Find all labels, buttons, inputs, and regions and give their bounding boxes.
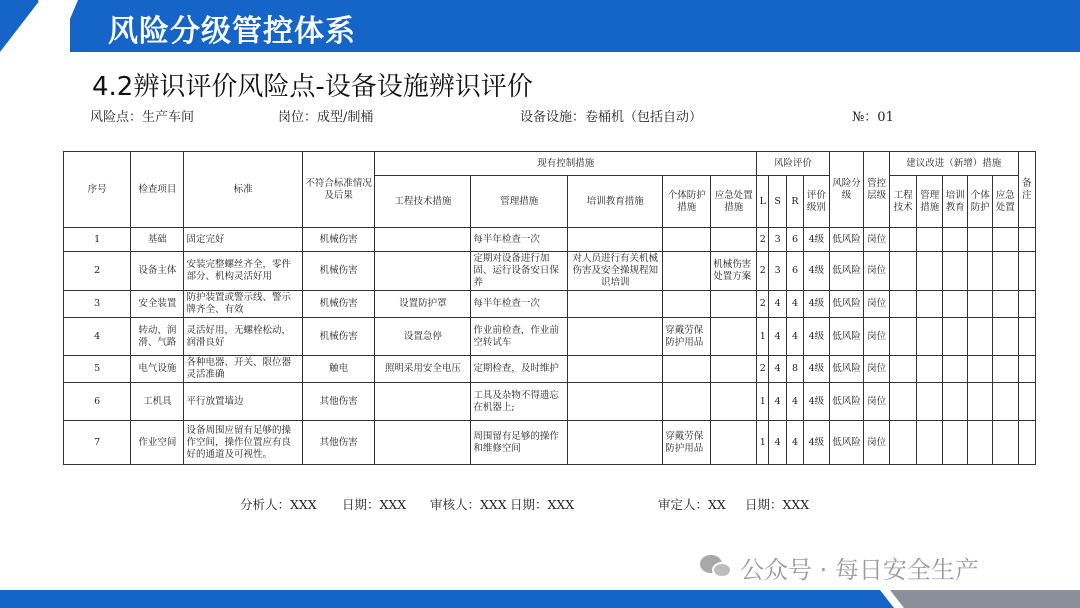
row-empty-cell — [917, 318, 943, 356]
row-emergency — [711, 383, 757, 421]
row-S: 4 — [769, 356, 786, 383]
row-level: 4级 — [804, 383, 830, 421]
row-mgmt: 定期检查，及时维护 — [471, 356, 568, 383]
row-level: 4级 — [804, 421, 830, 465]
row-control: 岗位 — [864, 356, 890, 383]
header-existing-measures: 现有控制措施 — [375, 152, 757, 176]
row-empty-cell — [917, 383, 943, 421]
row-empty-cell — [1018, 252, 1035, 291]
row-control: 岗位 — [864, 421, 890, 465]
row-R: 4 — [786, 291, 803, 318]
header-eval-level: 评价级别 — [804, 176, 830, 228]
row-empty-cell — [917, 252, 943, 291]
row-empty-cell — [889, 318, 917, 356]
footer-gray-slant — [890, 590, 904, 608]
row-item: 基础 — [131, 228, 184, 252]
row-grade: 低风险 — [829, 356, 864, 383]
header-s-eng: 工程技术 — [889, 176, 917, 228]
row-training — [568, 421, 663, 465]
meta-equipment: 设备设施：卷桶机（包括自动） — [520, 110, 703, 125]
row-empty-cell — [889, 421, 917, 465]
row-eng: 设置急停 — [375, 318, 471, 356]
row-empty-cell — [889, 252, 917, 291]
row-control: 岗位 — [864, 383, 890, 421]
row-standard: 各种电器、开关、限位器灵活准确 — [184, 356, 302, 383]
row-nonconform: 机械伤害 — [302, 291, 374, 318]
row-standard: 固定完好 — [184, 228, 302, 252]
header-stripe — [0, 0, 40, 52]
row-standard: 平行放置墙边 — [184, 383, 302, 421]
row-empty-cell — [992, 291, 1018, 318]
row-grade: 低风险 — [829, 252, 864, 291]
row-emergency — [711, 356, 757, 383]
row-control: 岗位 — [864, 228, 890, 252]
row-empty-cell — [942, 421, 968, 465]
row-emergency — [711, 228, 757, 252]
watermark — [700, 552, 979, 582]
row-empty-cell — [917, 291, 943, 318]
row-empty-cell — [1018, 421, 1035, 465]
row-R: 4 — [786, 318, 803, 356]
row-S: 3 — [769, 252, 786, 291]
meta-number: №：01 — [852, 110, 894, 125]
sign-date-2: 日期：XXX — [510, 497, 575, 512]
header-risk-eval: 风险评价 — [757, 152, 829, 176]
header-s-ppe: 个体防护 — [968, 176, 993, 228]
row-L: 2 — [757, 356, 769, 383]
table-row — [64, 421, 1036, 465]
row-empty-cell — [942, 318, 968, 356]
header-S: S — [769, 176, 786, 228]
row-item: 转动、润滑、气路 — [131, 318, 184, 356]
sign-date-1: 日期：XXX — [342, 497, 407, 512]
row-training — [568, 228, 663, 252]
row-mgmt: 作业前检查，作业前空转试车 — [471, 318, 568, 356]
row-L: 2 — [757, 252, 769, 291]
row-empty-cell — [992, 421, 1018, 465]
table-row — [64, 228, 1036, 252]
row-empty-cell — [968, 421, 993, 465]
header-item: 检查项目 — [131, 152, 184, 228]
row-empty-cell — [992, 318, 1018, 356]
row-level: 4级 — [804, 356, 830, 383]
table-header-row-1 — [64, 152, 1036, 176]
row-mgmt: 每半年检查一次 — [471, 228, 568, 252]
row-empty-cell — [889, 356, 917, 383]
row-nonconform: 触电 — [302, 356, 374, 383]
row-S: 4 — [769, 291, 786, 318]
sign-reviewer: 审核人：XXX — [430, 497, 507, 512]
header-remark: 备注 — [1018, 152, 1035, 228]
header-s-train: 培训教育 — [942, 176, 968, 228]
header-standard: 标准 — [184, 152, 302, 228]
row-empty-cell — [992, 252, 1018, 291]
row-training — [568, 291, 663, 318]
header-ppe: 个体防护措施 — [663, 176, 711, 228]
risk-assessment-table — [63, 151, 1036, 465]
header-R: R — [786, 176, 803, 228]
row-S: 4 — [769, 383, 786, 421]
header-band — [0, 0, 1080, 52]
row-S: 4 — [769, 421, 786, 465]
row-seq: 2 — [64, 252, 131, 291]
row-R: 6 — [786, 228, 803, 252]
row-L: 1 — [757, 383, 769, 421]
sign-date-3: 日期：XXX — [745, 497, 810, 512]
row-empty-cell — [1018, 228, 1035, 252]
row-L: 1 — [757, 318, 769, 356]
header-L: L — [757, 176, 769, 228]
row-nonconform: 其他伤害 — [302, 383, 374, 421]
row-nonconform: 其他伤害 — [302, 421, 374, 465]
row-grade: 低风险 — [829, 291, 864, 318]
meta-position: 岗位：成型/制桶 — [278, 110, 374, 125]
row-R: 8 — [786, 356, 803, 383]
row-seq: 3 — [64, 291, 131, 318]
row-seq: 5 — [64, 356, 131, 383]
row-nonconform: 机械伤害 — [302, 228, 374, 252]
row-seq: 4 — [64, 318, 131, 356]
row-empty-cell — [1018, 318, 1035, 356]
row-empty-cell — [968, 318, 993, 356]
row-eng — [375, 383, 471, 421]
row-grade: 低风险 — [829, 421, 864, 465]
row-grade: 低风险 — [829, 383, 864, 421]
row-L: 1 — [757, 421, 769, 465]
row-mgmt: 工具及杂物不得遗忘在机器上; — [471, 383, 568, 421]
header-control-level: 管控层级 — [864, 152, 890, 228]
row-empty-cell — [968, 383, 993, 421]
row-emergency — [711, 421, 757, 465]
row-ppe — [663, 356, 711, 383]
row-ppe — [663, 383, 711, 421]
row-L: 2 — [757, 291, 769, 318]
row-seq: 7 — [64, 421, 131, 465]
row-L: 2 — [757, 228, 769, 252]
row-item: 设备主体 — [131, 252, 184, 291]
row-eng — [375, 228, 471, 252]
row-empty-cell — [917, 228, 943, 252]
row-empty-cell — [992, 383, 1018, 421]
header-eng: 工程技术措施 — [375, 176, 471, 228]
row-empty-cell — [942, 252, 968, 291]
row-S: 4 — [769, 318, 786, 356]
row-training — [568, 356, 663, 383]
table-row — [64, 356, 1036, 383]
row-empty-cell — [1018, 383, 1035, 421]
row-item: 作业空间 — [131, 421, 184, 465]
footer-band — [0, 590, 1080, 608]
row-ppe — [663, 252, 711, 291]
row-item: 电气设施 — [131, 356, 184, 383]
row-R: 4 — [786, 383, 803, 421]
row-grade: 低风险 — [829, 228, 864, 252]
row-level: 4级 — [804, 228, 830, 252]
row-eng: 设置防护罩 — [375, 291, 471, 318]
row-empty-cell — [942, 356, 968, 383]
row-empty-cell — [917, 421, 943, 465]
row-ppe — [663, 291, 711, 318]
row-control: 岗位 — [864, 291, 890, 318]
row-empty-cell — [968, 291, 993, 318]
section-subtitle: 4.2辨识评价风险点-设备设施辨识评价 — [92, 72, 533, 102]
header-seq: 序号 — [64, 152, 131, 228]
row-level: 4级 — [804, 252, 830, 291]
row-ppe: 穿戴劳保防护用品 — [663, 318, 711, 356]
row-mgmt: 定期对设备进行加固、运行设备安日保养 — [471, 252, 568, 291]
table-row — [64, 291, 1036, 318]
row-standard: 灵活好用，无螺栓松动，润滑良好 — [184, 318, 302, 356]
row-ppe: 穿戴劳保防护用品 — [663, 421, 711, 465]
row-R: 4 — [786, 421, 803, 465]
row-emergency — [711, 291, 757, 318]
row-empty-cell — [968, 252, 993, 291]
row-eng: 照明采用安全电压 — [375, 356, 471, 383]
header-mgmt: 管理措施 — [471, 176, 568, 228]
page-title: 风险分级管控体系 — [108, 14, 356, 49]
row-standard: 防护装置或警示线、警示牌齐全、有效 — [184, 291, 302, 318]
row-ppe — [663, 228, 711, 252]
row-standard: 设备周围应留有足够的操作空间，操作位置应有良好的通道及可视性。 — [184, 421, 302, 465]
row-empty-cell — [942, 383, 968, 421]
row-grade: 低风险 — [829, 318, 864, 356]
row-nonconform: 机械伤害 — [302, 318, 374, 356]
row-emergency: 机械伤害处置方案 — [711, 252, 757, 291]
row-item: 工机具 — [131, 383, 184, 421]
header-s-mgmt: 管理措施 — [917, 176, 943, 228]
table-row — [64, 318, 1036, 356]
row-training — [568, 383, 663, 421]
row-seq: 6 — [64, 383, 131, 421]
watermark-text: 公众号 · 每日安全生产 — [740, 555, 979, 584]
row-empty-cell — [942, 291, 968, 318]
table-row — [64, 252, 1036, 291]
header-gap — [38, 0, 78, 52]
row-emergency — [711, 318, 757, 356]
row-S: 3 — [769, 228, 786, 252]
header-emergency: 应急处置措施 — [711, 176, 757, 228]
row-level: 4级 — [804, 291, 830, 318]
row-control: 岗位 — [864, 252, 890, 291]
row-empty-cell — [889, 228, 917, 252]
row-empty-cell — [992, 228, 1018, 252]
header-risk-grade: 风险分级 — [829, 152, 864, 228]
wechat-icon — [700, 553, 734, 581]
header-s-emerg: 应急处置 — [992, 176, 1018, 228]
row-empty-cell — [968, 356, 993, 383]
row-training — [568, 318, 663, 356]
row-empty-cell — [917, 356, 943, 383]
row-control: 岗位 — [864, 318, 890, 356]
sign-analyst: 分析人：XXX — [240, 497, 317, 512]
meta-risk-point: 风险点：生产车间 — [90, 110, 195, 125]
row-empty-cell — [1018, 291, 1035, 318]
header-training: 培训教育措施 — [568, 176, 663, 228]
sign-approver: 审定人：XX — [658, 497, 726, 512]
header-suggest: 建议改进（新增）措施 — [889, 152, 1018, 176]
row-nonconform: 机械伤害 — [302, 252, 374, 291]
row-standard: 安装完整螺丝齐全，零件部分、机构灵活好用 — [184, 252, 302, 291]
row-eng — [375, 252, 471, 291]
row-mgmt: 每半年检查一次 — [471, 291, 568, 318]
row-item: 安全装置 — [131, 291, 184, 318]
row-empty-cell — [968, 228, 993, 252]
footer-blue — [0, 590, 880, 608]
row-empty-cell — [889, 291, 917, 318]
table-row — [64, 383, 1036, 421]
row-empty-cell — [942, 228, 968, 252]
header-nonconform: 不符合标准情况及后果 — [302, 152, 374, 228]
row-eng — [375, 421, 471, 465]
row-level: 4级 — [804, 318, 830, 356]
row-training: 对人员进行有关机械伤害及安全操规程知识培训 — [568, 252, 663, 291]
row-empty-cell — [992, 356, 1018, 383]
row-R: 6 — [786, 252, 803, 291]
footer-gray — [904, 590, 1080, 608]
row-empty-cell — [889, 383, 917, 421]
row-seq: 1 — [64, 228, 131, 252]
row-empty-cell — [1018, 356, 1035, 383]
row-mgmt: 周围留有足够的操作和维修空间 — [471, 421, 568, 465]
